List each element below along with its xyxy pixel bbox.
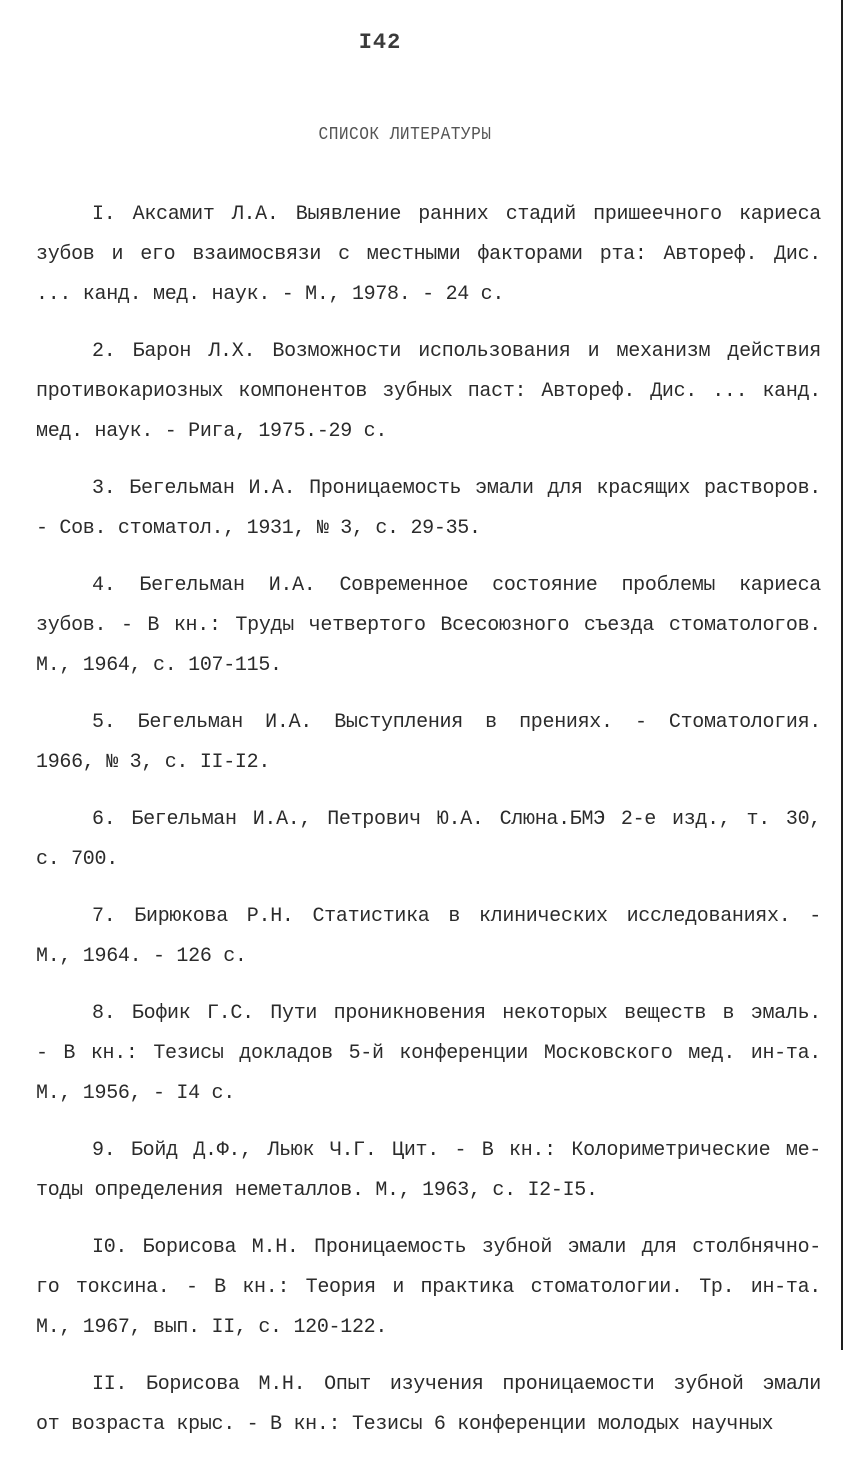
reference-entry xyxy=(36,1365,821,1445)
reference-entry xyxy=(36,703,821,783)
reference-entry xyxy=(36,1131,821,1211)
reference-line: 2. Барон Л.Х. Возможности использования и механизм действия xyxy=(92,340,821,363)
reference-entry xyxy=(36,800,821,880)
reference-entry xyxy=(36,1228,821,1348)
reference-line: - В кн.: Тезисы докладов 5-й конференции Московского мед. ин-та. xyxy=(36,1042,821,1065)
reference-line: зубов и его взаимосвязи с местными факторами рта: Автореф. Дис. xyxy=(36,243,821,266)
reference-line: М., 1967, вып. II, с. 120-122. xyxy=(36,1316,388,1339)
reference-entry xyxy=(36,469,821,549)
reference-entry xyxy=(36,994,821,1114)
reference-line: тоды определения неметаллов. М., 1963, с. I2-I5. xyxy=(36,1179,598,1202)
page-edge-line xyxy=(841,0,843,1350)
reference-line: 1966, № 3, с. II-I2. xyxy=(36,751,271,774)
reference-entry xyxy=(36,195,821,315)
reference-line: 7. Бирюкова Р.Н. Статистика в клинических исследованиях. - xyxy=(92,905,821,928)
page-number: I42 xyxy=(358,30,402,55)
reference-line: от возраста крыс. - В кн.: Тезисы 6 конференции молодых научных xyxy=(36,1413,774,1436)
reference-line: 9. Бойд Д.Ф., Льюк Ч.Г. Цит. - В кн.: Колориметрические ме- xyxy=(92,1139,821,1162)
reference-line: ... канд. мед. наук. - М., 1978. - 24 с. xyxy=(36,283,505,306)
reference-line: М., 1956, - I4 с. xyxy=(36,1082,235,1105)
reference-line: с. 700. xyxy=(36,848,118,871)
reference-line: 3. Бегельман И.А. Проницаемость эмали для красящих растворов. xyxy=(92,477,821,500)
reference-line: - Сов. стоматол., 1931, № 3, с. 29-35. xyxy=(36,517,481,540)
reference-entry xyxy=(36,332,821,452)
reference-line: II. Борисова М.Н. Опыт изучения проницаемости зубной эмали xyxy=(92,1373,821,1396)
reference-line: 8. Бофик Г.С. Пути проникновения некоторых веществ в эмаль. xyxy=(92,1002,821,1025)
reference-line: зубов. - В кн.: Труды четвертого Всесоюзного съезда стоматологов. xyxy=(36,614,821,637)
reference-entry xyxy=(36,897,821,977)
reference-line: го токсина. - В кн.: Теория и практика стоматологии. Тр. ин-та. xyxy=(36,1276,821,1299)
reference-line: 4. Бегельман И.А. Современное состояние проблемы кариеса xyxy=(92,574,821,597)
reference-line: 6. Бегельман И.А., Петрович Ю.А. Слюна.БМЭ 2-е изд., т. 30, xyxy=(92,808,821,831)
reference-line: I0. Борисова М.Н. Проницаемость зубной эмали для столбнячно- xyxy=(92,1236,821,1259)
reference-line: 5. Бегельман И.А. Выступления в прениях. - Стоматология. xyxy=(92,711,821,734)
reference-line: М., 1964, с. 107-115. xyxy=(36,654,282,677)
reference-line: противокариозных компонентов зубных паст: Автореф. Дис. ... канд. xyxy=(36,380,821,403)
reference-line: I. Аксамит Л.А. Выявление ранних стадий пришеечного кариеса xyxy=(92,203,821,226)
reference-list xyxy=(36,195,821,1462)
section-heading: СПИСОК ЛИТЕРАТУРЫ xyxy=(318,125,492,145)
reference-line: мед. наук. - Рига, 1975.-29 с. xyxy=(36,420,388,443)
reference-line: М., 1964. - 126 с. xyxy=(36,945,247,968)
reference-entry xyxy=(36,566,821,686)
